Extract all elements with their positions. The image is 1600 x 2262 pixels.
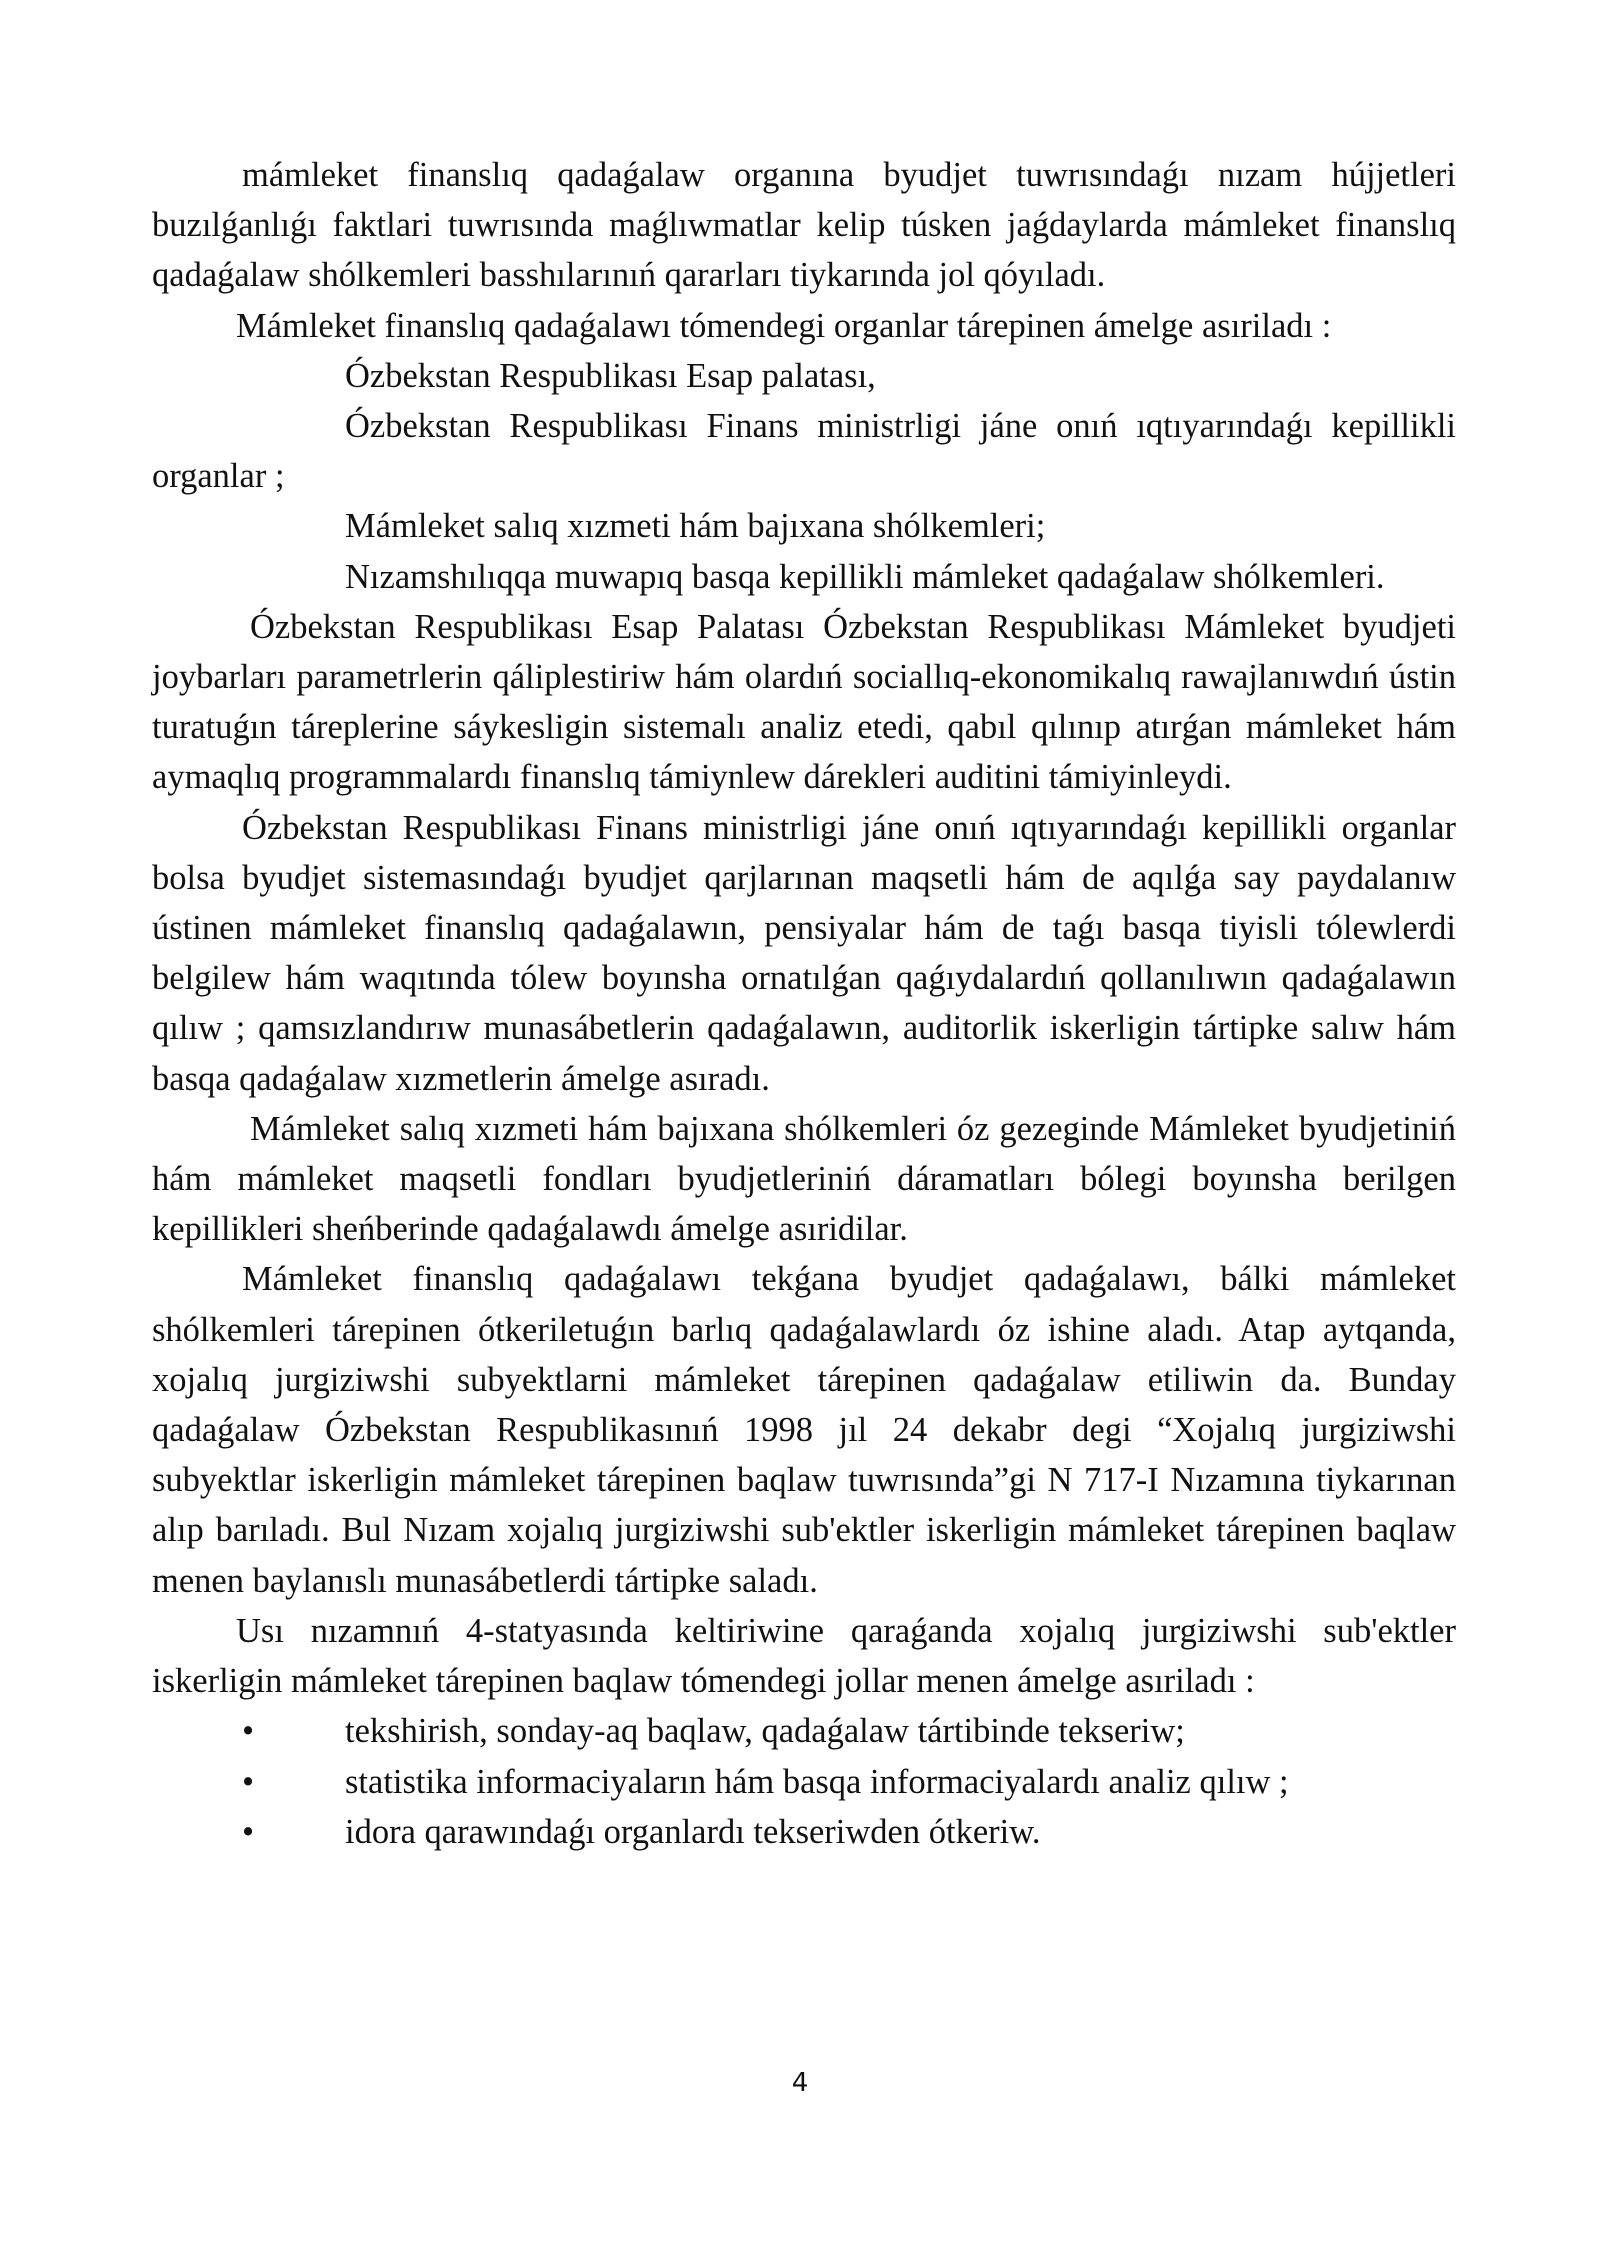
- bullet-list: [152, 1706, 1456, 1857]
- list-item: [152, 1757, 1456, 1807]
- list-entry-saliq-xizmeti: Mámleket salıq xızmeti hám bajıxana shólkemleri;: [345, 507, 1046, 546]
- list-entry-basqa-shlkemler: Nızamshılıqqa muwapıq basqa kepillikli mámleket qadaǵalaw shólkemleri.: [345, 557, 1385, 596]
- list-item-text: idora qarawındaǵı organlardı tekseriwden ótkeriw.: [345, 1812, 1041, 1851]
- list-item-text: statistika informaciyaların hám basqa informaciyalardı analiz qılıw ;: [345, 1762, 1289, 1801]
- bullet-icon: •: [242, 1762, 255, 1801]
- bullet-icon: •: [242, 1712, 255, 1751]
- paragraph-nizam-4-statya: Usı nızamnıń 4-statyasında keltiriwine qaraǵanda xojalıq jurgiziwshi sub'ektler iskerligin mámleket tárepinen baqlaw tómendegi jollar menen ámelge asıriladı :: [152, 1611, 1456, 1701]
- list-entry-esap-palatasi: Ózbekstan Respublikası Esap palatası,: [345, 356, 876, 395]
- list-entry-finans-ministrligi: Ózbekstan Respublikası Finans ministrligi jáne onıń ıqtıyarındaǵı kepillikli organlar ;: [152, 407, 1456, 496]
- list-item-text: tekshirish, sonday-aq baqlaw, qadaǵalaw tártibinde tekseriw;: [345, 1712, 1185, 1751]
- page-body: [152, 150, 1456, 1857]
- paragraph-finans-ministrligi: Ózbekstan Respublikası Finans ministrligi jáne onıń ıqtıyarındaǵı kepillikli organlar bolsa byudjet sistemasındaǵı byudjet qarjlarınan maqsetli hám de aqılǵa say paydalanıw ústinen mámleket finanslıq qadaǵalawın, pensiyalar hám de taǵı basqa tiyisli tólewlerdi belgilew hám waqıtında tólew boyınsha ornatılǵan qaǵıydalardıń qollanılıwın qadaǵalawın qılıw ; qamsızlandırıw munasábetlerin qadaǵalawın, auditorlik iskerligin tártipke salıw hám basqa qadaǵalaw xızmetlerin ámelge asıradı.: [152, 808, 1456, 1098]
- paragraph-1: mámleket finanslıq qadaǵalaw organına byudjet tuwrısındaǵı nızam hújjetleri buzılǵanlıǵı faktlari tuwrısında maǵlıwmatlar kelip túsken jaǵdaylarda mámleket finanslıq qadaǵalaw shólkemleri basshılarınıń qararları tiykarında jol qóyıladı.: [152, 156, 1456, 295]
- paragraph-2: Mámleket finanslıq qadaǵalawı tómendegi organlar tárepinen ámelge asıriladı :: [236, 306, 1332, 345]
- list-item: [152, 1807, 1456, 1857]
- paragraph-saliq-xizmeti: Mámleket salıq xızmeti hám bajıxana shólkemleri óz gezeginde Mámleket byudjetiniń hám mámleket maqsetli fondları byudjetleriniń dáramatları bólegi boyınsha berilgen kepillikleri sheńberinde qadaǵalawdı ámelge asıridilar.: [152, 1109, 1456, 1249]
- page-number: 4: [791, 2068, 809, 2098]
- list-item: [152, 1706, 1456, 1756]
- paragraph-esap-palatasi: Ózbekstan Respublikası Esap Palatası Ózbekstan Respublikası Mámleket byudjeti joybarları parametrlerin qáliplestiriw hám olardıń sociallıq-ekonomikalıq rawajlanıwdıń ústin turatuǵın táreplerine sáykesligin sistemalı analiz etedi, qabıl qılınıp atırǵan mámleket hám aymaqlıq programmalardı finanslıq támiynlew dárekleri auditini támiyinleydi.: [152, 607, 1456, 797]
- bullet-icon: •: [242, 1812, 255, 1851]
- paragraph-qadagalaw: Mámleket finanslıq qadaǵalawı tekǵana byudjet qadaǵalawı, bálki mámleket shólkemleri tárepinen ótkeriletuǵın barlıq qadaǵalawlardı óz ishine aladı. Atap aytqanda, xojalıq jurgiziwshi subyektlarni mámleket tárepinen qadaǵalaw etiliwin da. Bunday qadaǵalaw Ózbekstan Respublikasınıń 1998 jıl 24 dekabr degi “Xojalıq jurgiziwshi subyektlar iskerligin mámleket tárepinen baqlaw tuwrısında”gi N 717-I Nızamına tiykarınan alıp barıladı. Bul Nızam xojalıq jurgiziwshi sub'ektler iskerligin mámleket tárepinen baqlaw menen baylanıslı munasábetlerdi tártipke saladı.: [152, 1260, 1456, 1600]
